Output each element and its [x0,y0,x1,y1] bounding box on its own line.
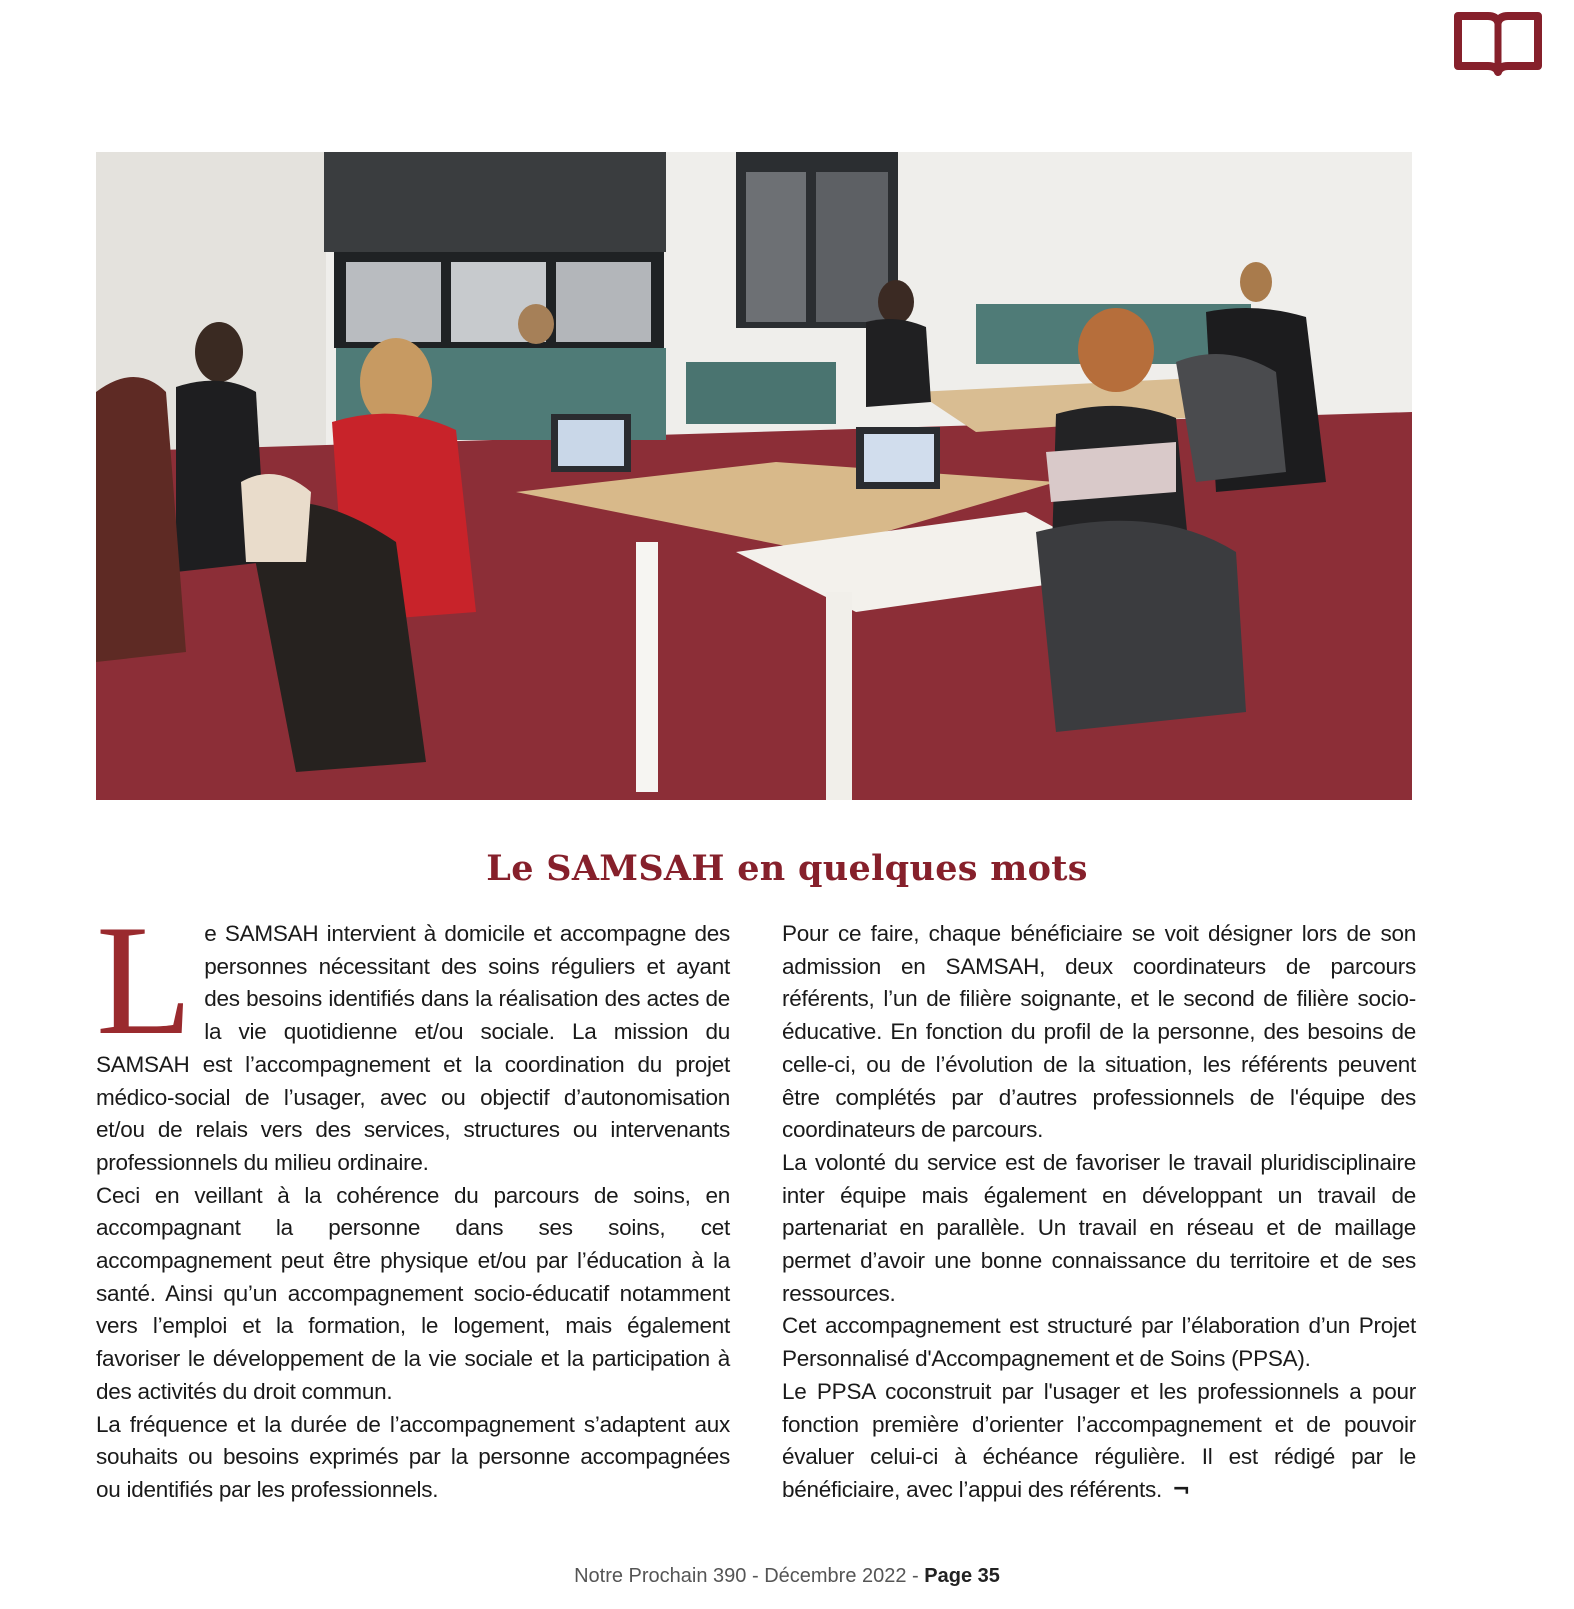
paragraph-text: e SAMSAH intervient à domicile et accompagne des personnes nécessitant des soins réguliers et ayant des besoins identifiés dans la réalisation des actes de la vie quotidienne et/ou sociale. La mission du SAMSAH est l’accompagnement et la coordination du projet médico-social de l’usager, avec ou objectif d’autonomisation et/ou de relais vers des services, structures ou intervenants professionnels du milieu ordinaire. [96,921,730,1175]
paragraph: Ceci en veillant à la cohérence du parcours de soins, en accompagnant la personne dans ses soins, cet accompagnement peut être physique et/ou par l’éducation à la santé. Ainsi qu’un accompagnement socio-éducatif notamment vers l’emploi et la formation, le logement, mais également favoriser le développement de la vie sociale et la participation à des activités du droit commun. [96,1182,730,1404]
page-number: Page 35 [924,1565,1000,1587]
intro-paragraph [96,893,730,1180]
article-title: Le SAMSAH en quelques mots [486,848,1088,889]
dropcap: L [96,893,193,1068]
paragraph: Pour ce faire, chaque bénéficiaire se voit désigner lors de son admission en SAMSAH, deux coordinateurs de parcours référents, l’un de filière soignante, et le second de filière socio-éducative. En fonction du profil de la personne, des besoins de celle-ci, ou de l’évolution de la situation, les référents peuvent être complétés par d’autres professionnels de l'équipe des coordinateurs de parcours. [782,921,1416,1143]
closing-paragraph [782,1376,1416,1508]
paragraph: La volonté du service est de favoriser le travail pluridisciplinaire inter équipe mais également en développant un travail de partenariat en parallèle. Un travail en réseau et de maillage permet d’avoir une bonne connaissance du territoire et de ses ressources. [782,1149,1416,1306]
right-column [782,918,1416,1508]
page-footer [0,1565,1574,1588]
open-book-icon [1452,10,1544,76]
office-photo [96,152,1412,800]
paragraph: Cet accompagnement est structuré par l’élaboration d’un Projet Personnalisé d'Accompagnement et de Soins (PPSA). [782,1313,1416,1372]
left-column [96,893,730,1507]
end-mark: ¬ [1171,1477,1191,1503]
paragraph: La fréquence et la durée de l’accompagnement s’adaptent aux souhaits ou besoins exprimés par la personne accompagnées ou identifiés par les professionnels. [96,1411,730,1502]
paragraph-text: Le PPSA coconstruit par l'usager et les professionnels a pour fonction première d’orienter l’accompagnement et de pouvoir évaluer celui-ci à échéance régulière. Il est rédigé par le bénéficiaire, avec l’appui des référents. [782,1378,1416,1502]
publication-info: Notre Prochain 390 - Décembre 2022 - [574,1565,925,1587]
